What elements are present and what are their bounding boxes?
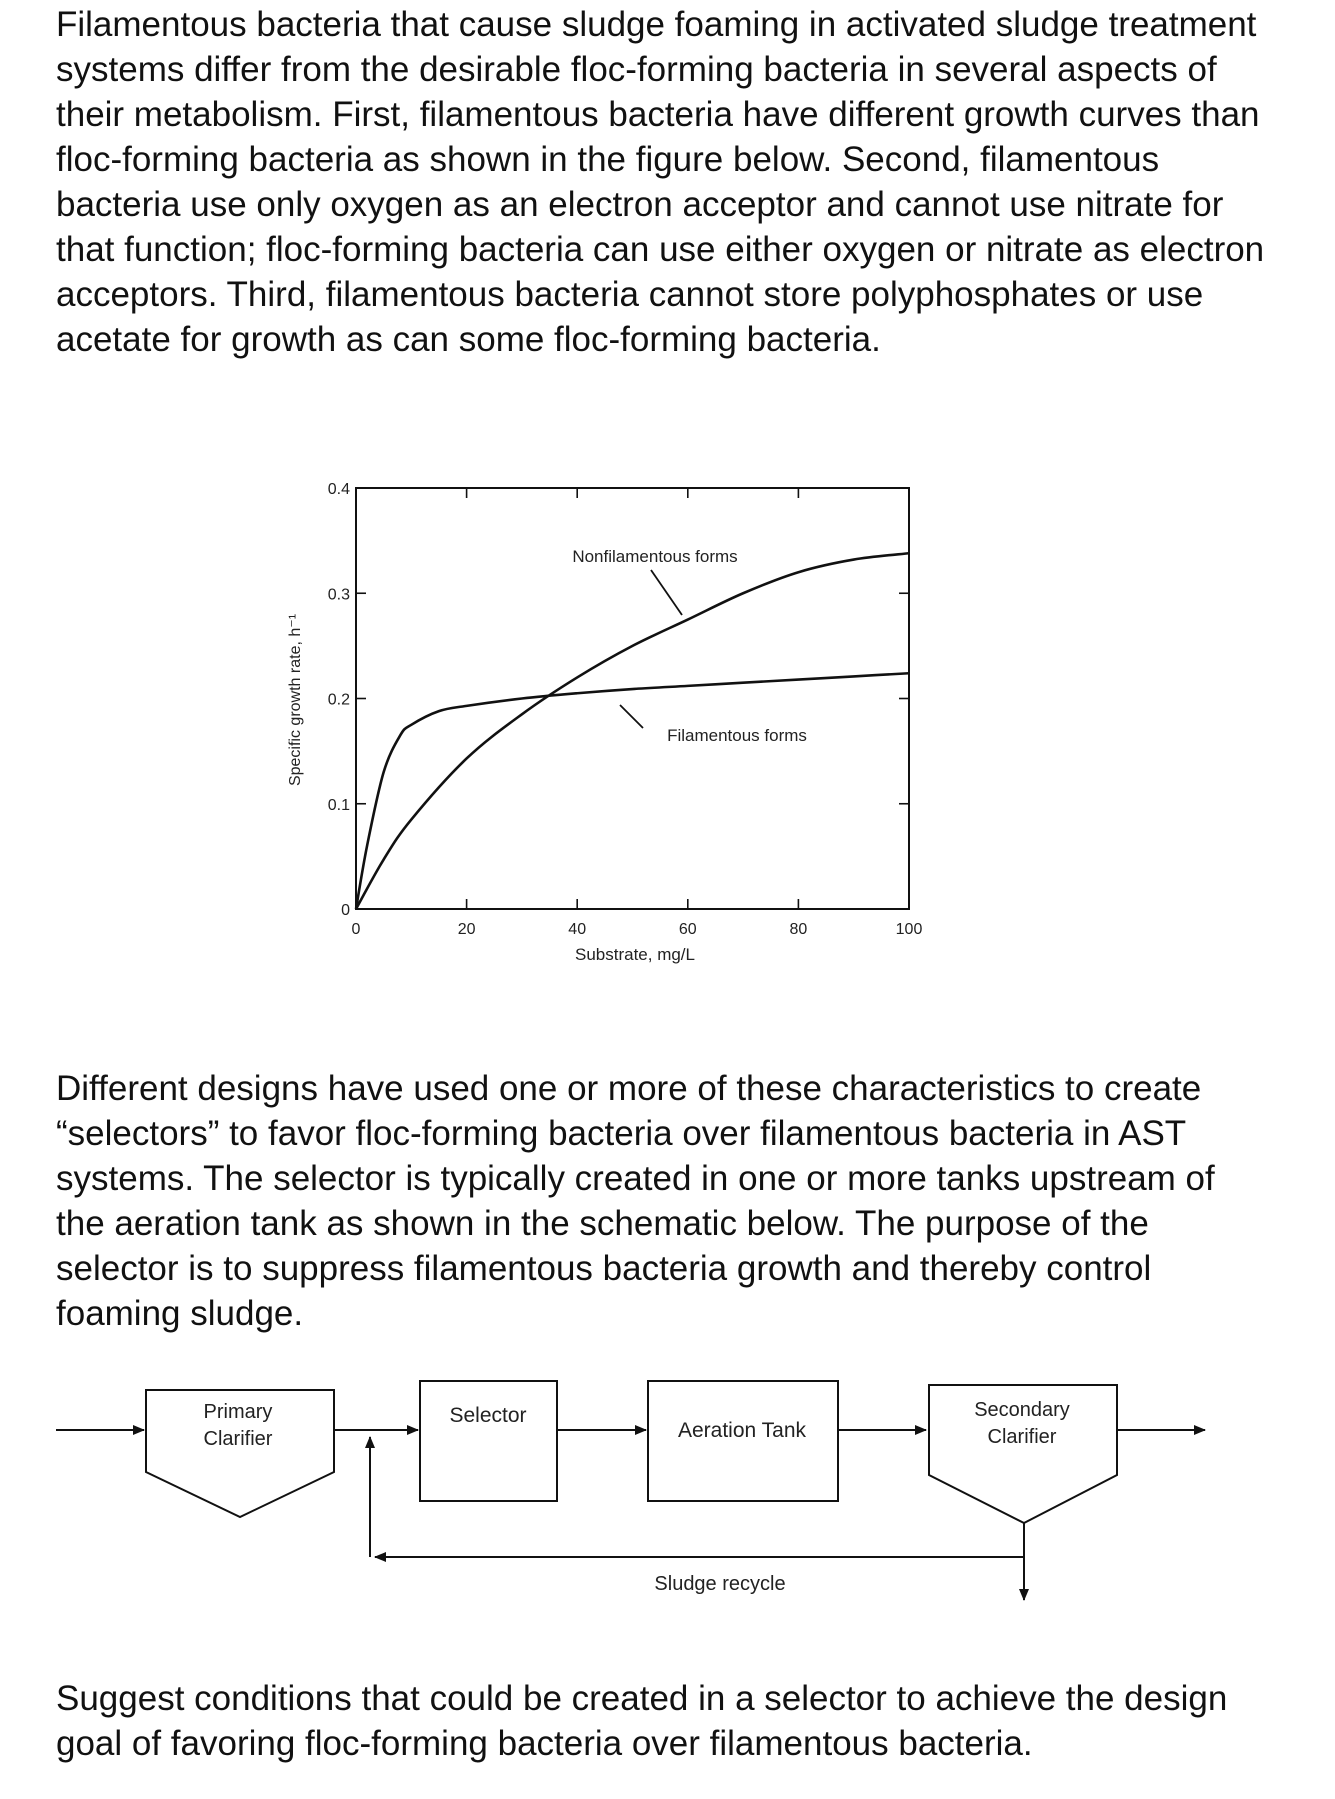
secondary-clarifier-label-1: Secondary [974,1399,1070,1421]
selectors-paragraph: Different designs have used one or more of these characteristics to create “selectors” to favor floc-forming bacteria over filamentous bacteria in AST systems. The selector is typically created in one or more tanks upstream of the aeration tank as shown in the schematic below. The purpose of the selector is to suppress filamentous bacteria growth and thereby control foaming sludge. [56,1069,1215,1333]
y-tick-label: 0 [341,902,350,919]
y-tick-label: 0.3 [327,586,350,604]
annotation-nonfilamentous: Nonfilamentous forms [572,547,738,566]
y-axis-label: Specific growth rate, h⁻¹ [287,613,304,787]
aeration-tank-label: Aeration Tank [677,1419,807,1442]
secondary-clarifier-label-2: Clarifier [987,1426,1057,1448]
x-tick-label: 60 [678,921,697,938]
selector-box [420,1381,557,1501]
x-tick-label: 80 [789,921,808,938]
question-paragraph: Suggest conditions that could be created in a selector to achieve the design goal of favoring floc-forming bacteria over filamentous bacteria. [56,1679,1228,1763]
primary-clarifier-label-2: Clarifier [203,1428,273,1450]
y-tick-label: 0.2 [327,691,350,709]
annotation-filamentous: Filamentous forms [667,726,807,745]
x-axis-label: Substrate, mg/L [574,945,696,964]
x-tick-label: 40 [568,921,587,938]
x-tick-label: 0 [351,921,361,938]
primary-clarifier-label-1: Primary [203,1401,273,1423]
y-tick-label: 0.4 [327,481,350,498]
y-tick-label: 0.1 [327,796,350,814]
x-tick-label: 100 [895,921,923,938]
sludge-recycle-label: Sludge recycle [654,1573,786,1595]
intro-paragraph: Filamentous bacteria that cause sludge foaming in activated sludge treatment systems differ from the desirable floc-forming bacteria in several aspects of their metabolism. First, filamentous bacteria have different growth curves than floc-forming bacteria as shown in the figure below. Second, filamentous bacteria use only oxygen as an electron acceptor and cannot use nitrate for that function; floc-forming bacteria can use either oxygen or nitrate as electron acceptors. Third, filamentous bacteria cannot store polyphosphates or use acetate for growth as can some floc-forming bacteria. [56,5,1265,359]
selector-label: Selector [449,1404,527,1427]
x-tick-label: 20 [457,921,476,938]
